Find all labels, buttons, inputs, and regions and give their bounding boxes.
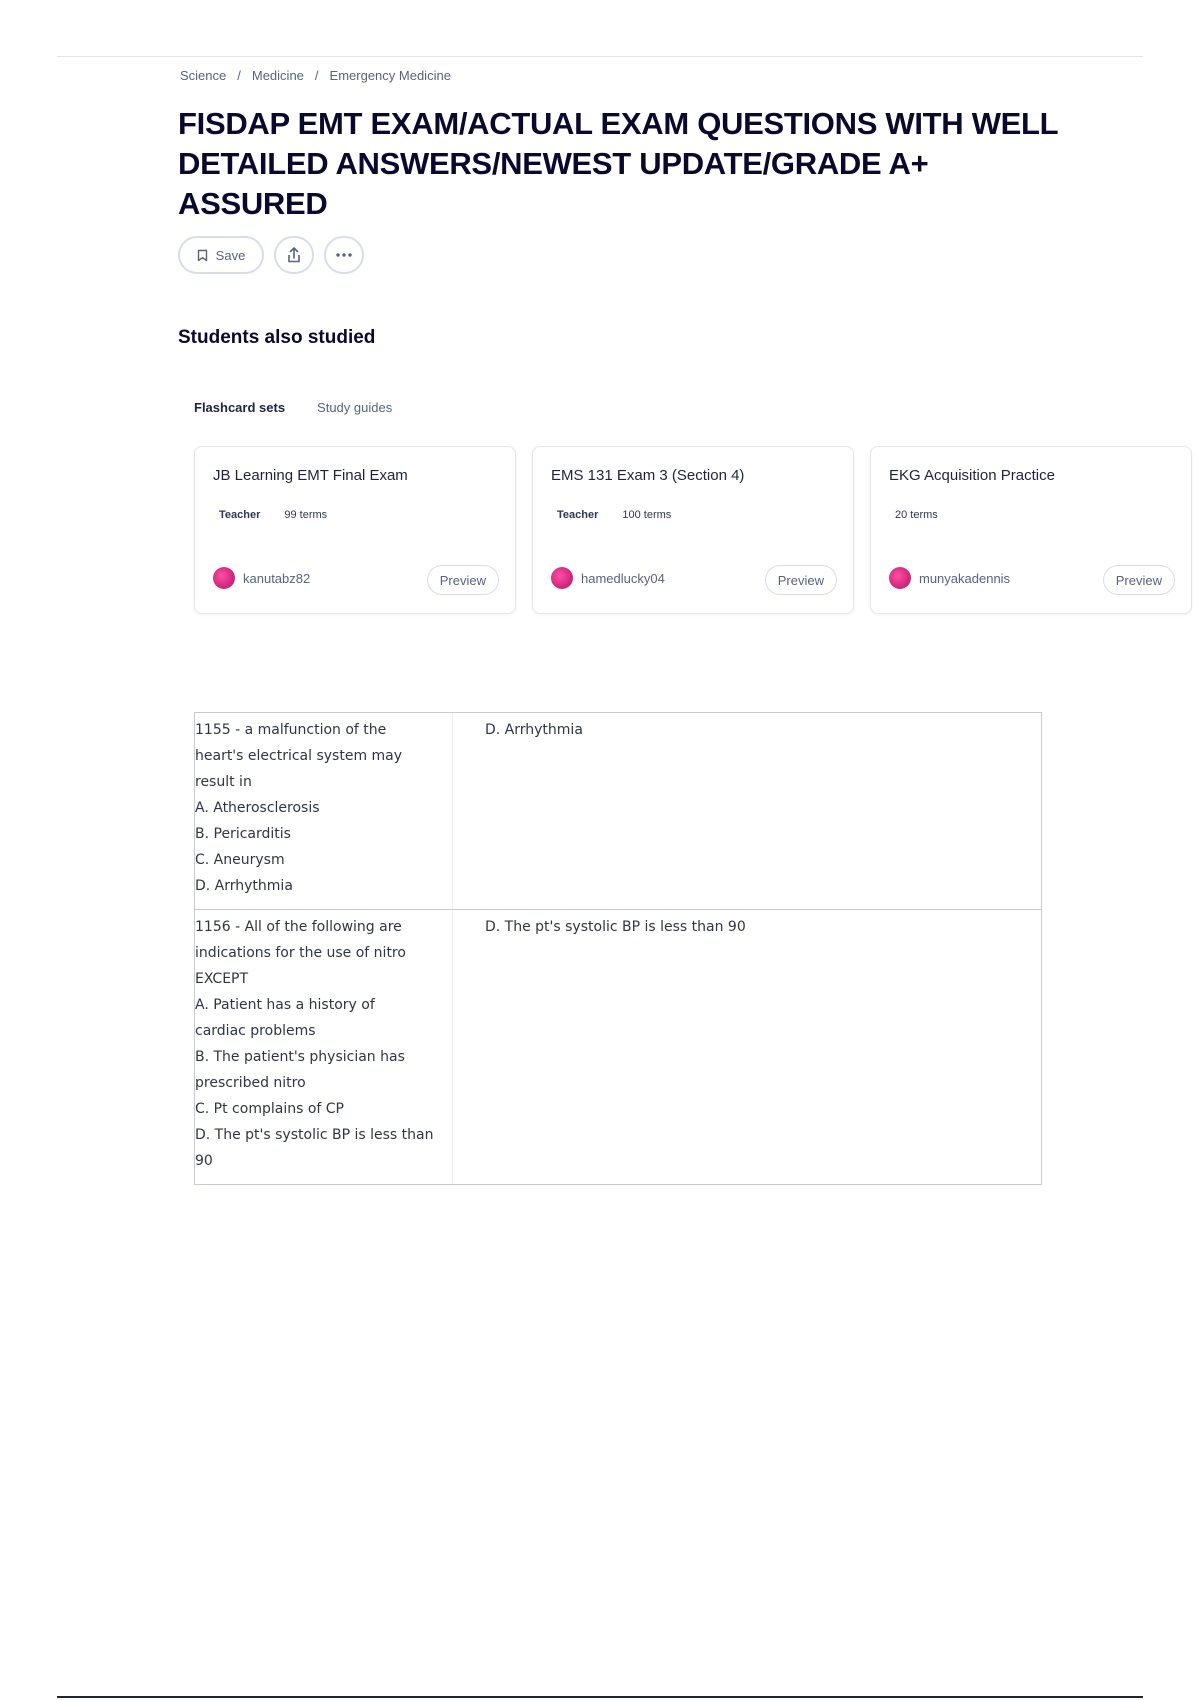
- card-meta: [557, 509, 671, 521]
- term-line: 1155 - a malfunction of the: [195, 722, 387, 738]
- definition-cell: D. The pt's systolic BP is less than 90: [485, 919, 746, 935]
- term-line: 90: [195, 1153, 213, 1169]
- avatar: [213, 567, 235, 589]
- term-line: C. Aneurysm: [195, 852, 285, 868]
- card-user[interactable]: [889, 567, 1010, 589]
- term-line: prescribed nitro: [195, 1075, 306, 1091]
- top-divider: [57, 56, 1143, 57]
- term-line: B. Pericarditis: [195, 826, 291, 842]
- preview-button[interactable]: Preview: [765, 565, 837, 595]
- card-title: EKG Acquisition Practice: [889, 467, 1055, 484]
- breadcrumb-medicine[interactable]: Medicine: [251, 68, 304, 83]
- term-line: B. The patient's physician has: [195, 1049, 405, 1065]
- share-button[interactable]: [274, 236, 314, 274]
- table-row: [195, 910, 1041, 1184]
- term-line: A. Patient has a history of: [195, 997, 375, 1013]
- term-line: EXCEPT: [195, 971, 249, 987]
- term-line: C. Pt complains of CP: [195, 1101, 344, 1117]
- card-meta: [895, 509, 938, 521]
- table-row: [195, 713, 1041, 910]
- tab-study-guides[interactable]: Study guides: [317, 400, 393, 415]
- study-set-card[interactable]: [870, 446, 1192, 614]
- teacher-badge: Teacher: [557, 509, 599, 521]
- term-definition-table: [194, 712, 1042, 1185]
- bottom-divider: [57, 1696, 1143, 1698]
- term-count: 99 terms: [284, 509, 328, 521]
- save-label: Save: [215, 247, 246, 263]
- study-tabs: [194, 400, 392, 415]
- breadcrumb-science[interactable]: Science: [180, 68, 227, 83]
- term-line: D. Arrhythmia: [195, 878, 293, 894]
- study-set-card[interactable]: [532, 446, 854, 614]
- page-title: FISDAP EMT EXAM/ACTUAL EXAM QUESTIONS WITH WELL DETAILED ANSWERS/NEWEST UPDATE/GRADE A+ ASSURED: [178, 106, 1058, 221]
- card-title: EMS 131 Exam 3 (Section 4): [551, 467, 745, 484]
- term-line: indications for the use of nitro: [195, 945, 406, 961]
- card-title: JB Learning EMT Final Exam: [213, 467, 408, 484]
- term-count: 20 terms: [895, 509, 938, 521]
- term-line: D. The pt's systolic BP is less than: [195, 1127, 434, 1143]
- breadcrumb-emergency-medicine[interactable]: Emergency Medicine: [329, 68, 451, 83]
- card-user[interactable]: [551, 567, 665, 589]
- save-button[interactable]: [178, 236, 264, 274]
- section-title: Students also studied: [178, 327, 376, 348]
- term-line: A. Atherosclerosis: [195, 800, 320, 816]
- username: hamedlucky04: [581, 570, 665, 586]
- study-set-card[interactable]: [194, 446, 516, 614]
- more-options-button[interactable]: [324, 236, 364, 274]
- breadcrumb: [180, 68, 451, 83]
- preview-button[interactable]: Preview: [1103, 565, 1175, 595]
- card-meta: [219, 509, 327, 521]
- more-icon: [335, 252, 353, 258]
- tab-flashcard-sets[interactable]: Flashcard sets: [194, 400, 286, 415]
- bookmark-icon: [197, 249, 208, 262]
- term-cell: [195, 713, 453, 909]
- definition-cell: D. Arrhythmia: [485, 722, 583, 738]
- avatar: [551, 567, 573, 589]
- term-cell: [195, 910, 453, 1184]
- term-count: 100 terms: [622, 509, 672, 521]
- breadcrumb-separator: /: [237, 68, 241, 83]
- teacher-badge: Teacher: [219, 509, 261, 521]
- preview-button[interactable]: Preview: [427, 565, 499, 595]
- study-set-carousel: [194, 446, 1162, 616]
- term-line: cardiac problems: [195, 1023, 316, 1039]
- breadcrumb-separator: /: [314, 68, 319, 83]
- username: munyakadennis: [919, 570, 1011, 586]
- term-line: heart's electrical system may: [195, 748, 403, 764]
- term-line: result in: [195, 774, 252, 790]
- share-icon: [285, 246, 303, 264]
- username: kanutabz82: [243, 570, 311, 586]
- action-bar: [178, 236, 364, 274]
- avatar: [889, 567, 911, 589]
- term-line: 1156 - All of the following are: [195, 919, 402, 935]
- card-user[interactable]: [213, 567, 310, 589]
